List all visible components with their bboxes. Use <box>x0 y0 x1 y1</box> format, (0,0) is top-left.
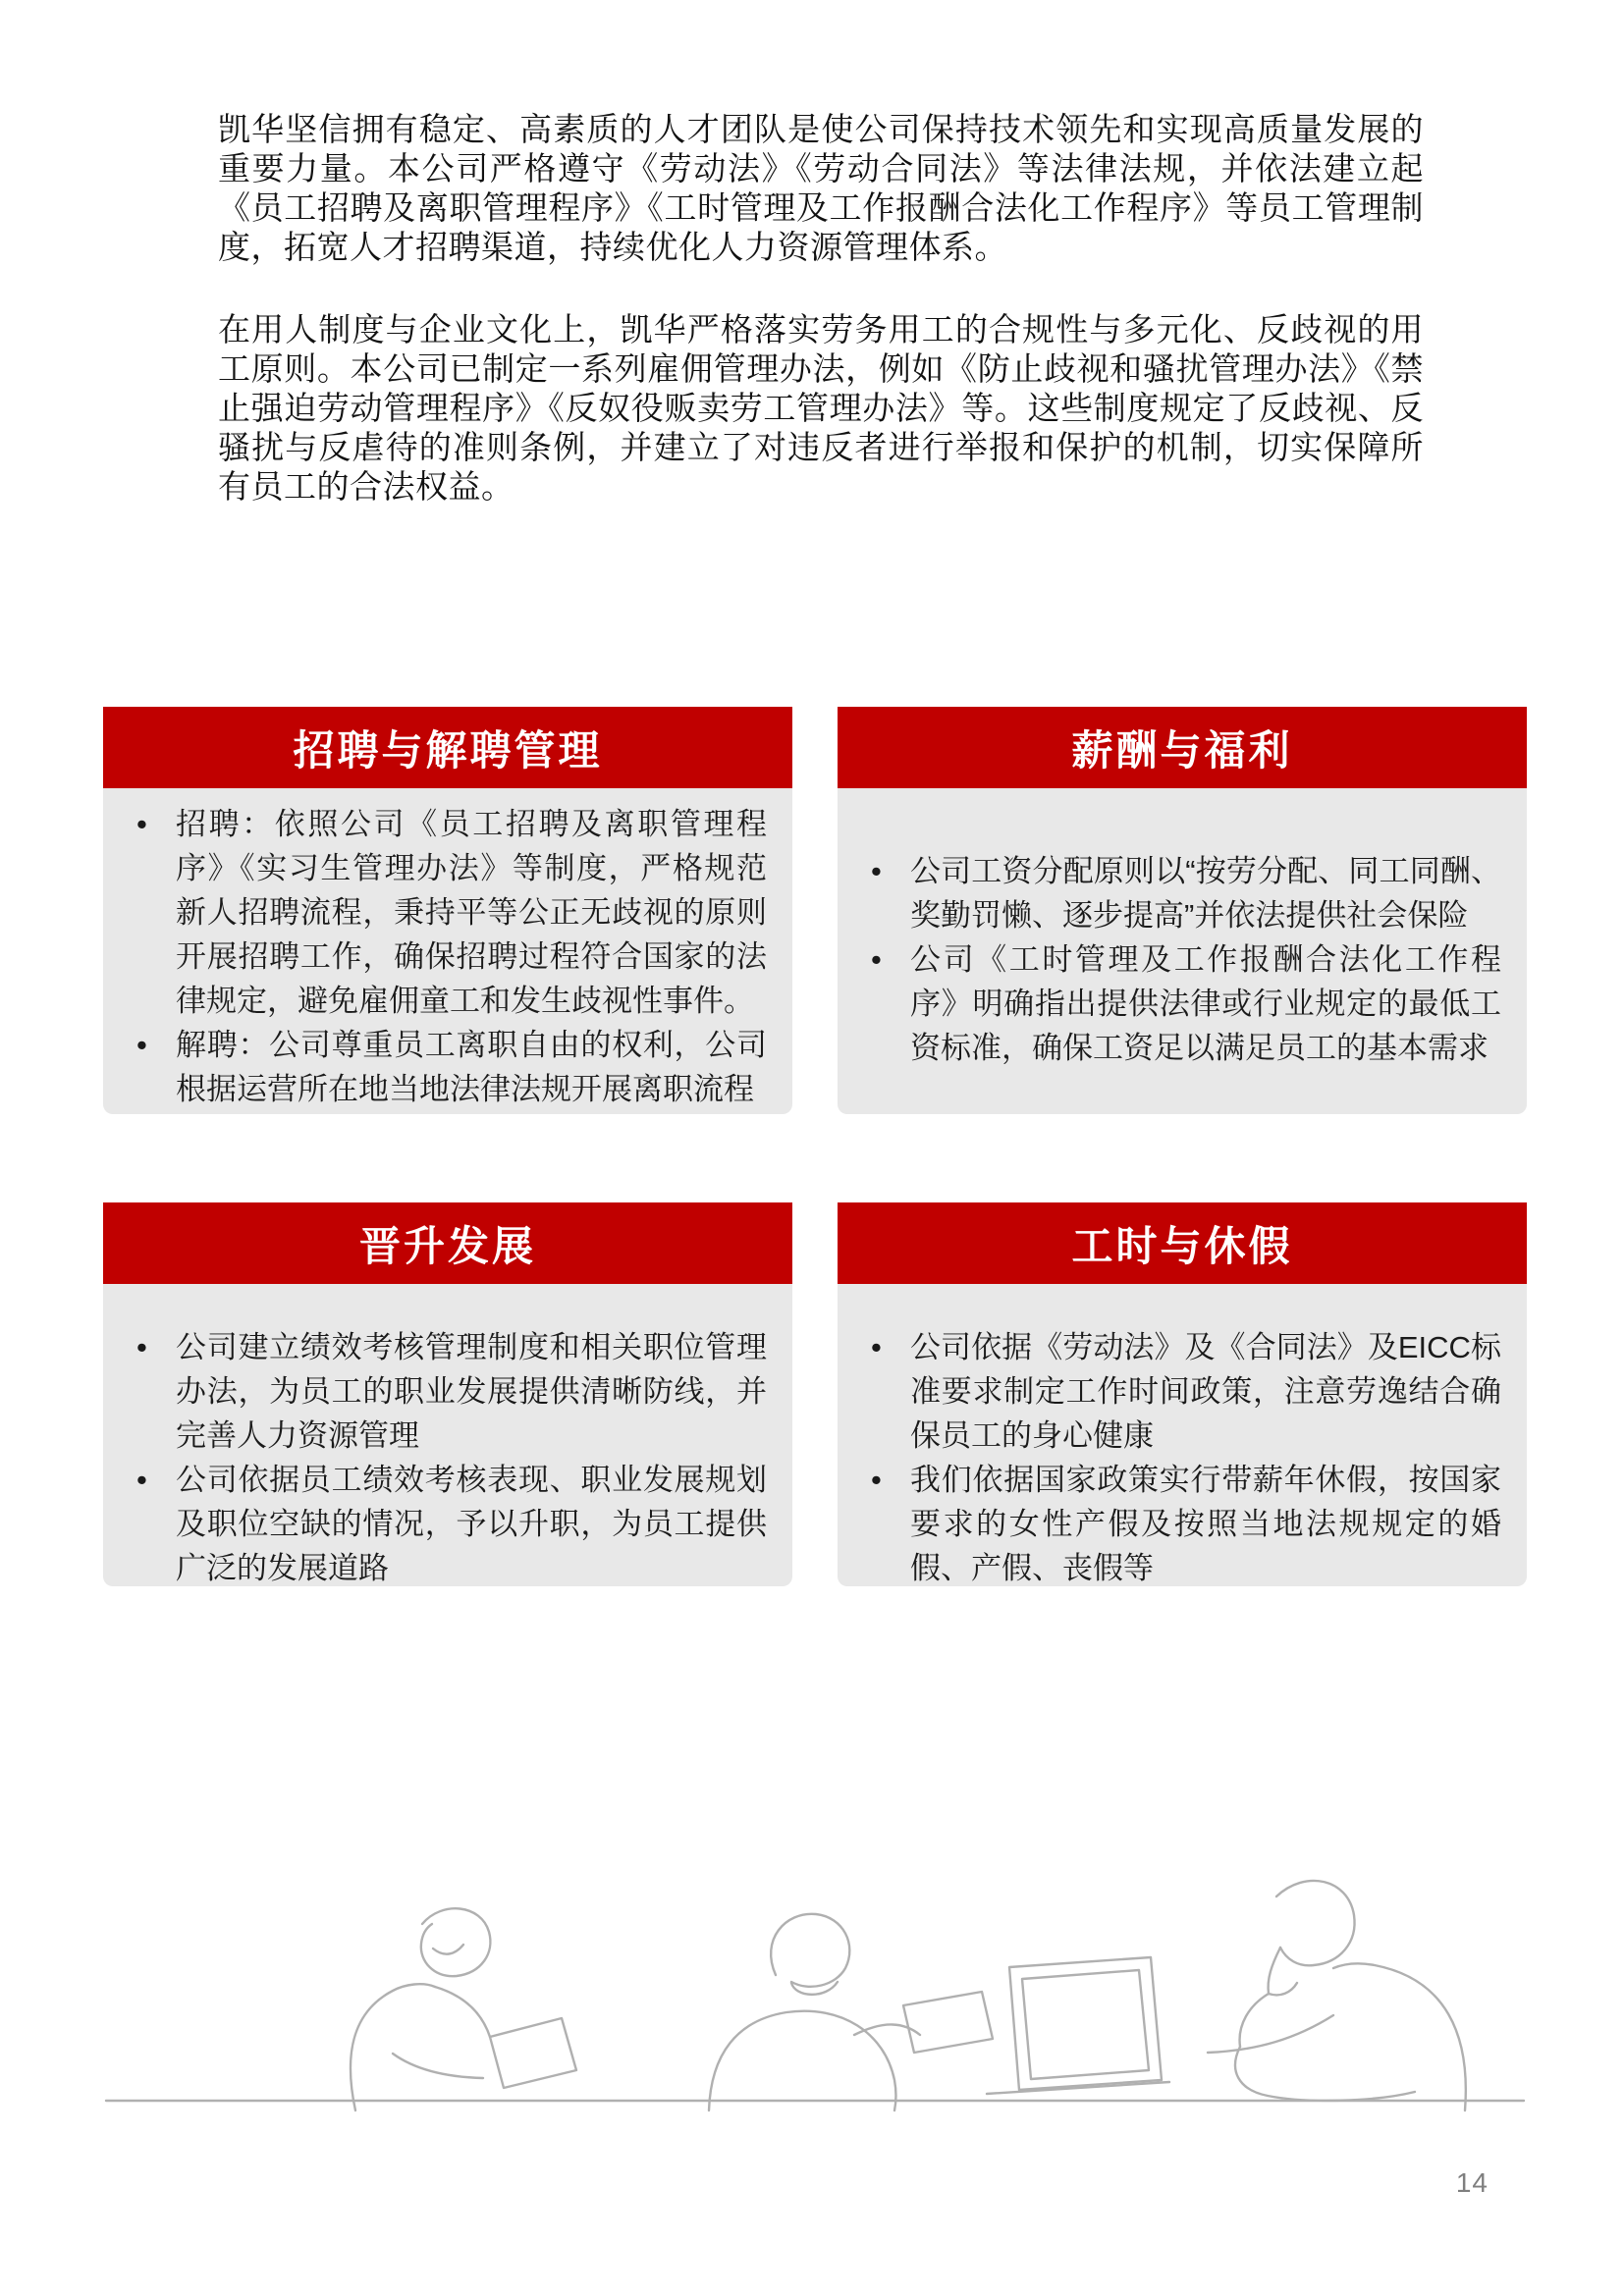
bullet-item: • 招聘：依照公司《员工招聘及离职管理程序》《实习生管理办法》等制度，严格规范新人招聘流程，秉持平等公正无歧视的原则开展招聘工作，确保招聘过程符合国家的法律规定，避免雇佣童工和发生歧视性事件。 <box>131 802 767 1023</box>
card-compensation-benefits <box>838 707 1527 1114</box>
bullet-item: • 公司依据员工绩效考核表现、职业发展规划及职位空缺的情况，予以升职，为员工提供广泛的发展道路 <box>131 1458 767 1586</box>
card-body-recruitment-dismissal <box>103 788 792 1114</box>
bullet-list <box>131 1325 767 1586</box>
card-body-compensation-benefits <box>838 788 1527 1114</box>
people-meeting-line-drawing-icon <box>98 1853 1532 2116</box>
policy-cards-grid <box>103 707 1527 1586</box>
card-title-compensation-benefits: 薪酬与福利 <box>838 707 1527 788</box>
bullet-list <box>131 802 767 1111</box>
bullet-item: • 公司依据《劳动法》及《合同法》及EICC标准要求制定工作时间政策，注意劳逸结合确保员工的身心健康 <box>865 1325 1501 1458</box>
bullet-list <box>865 849 1501 1070</box>
card-body-working-hours-leave <box>838 1284 1527 1586</box>
bullet-item: • 公司建立绩效考核管理制度和相关职位管理办法，为员工的职业发展提供清晰防线，并完善人力资源管理 <box>131 1325 767 1458</box>
card-body-promotion-development <box>103 1284 792 1586</box>
intro-section <box>218 110 1424 550</box>
card-title-recruitment-dismissal: 招聘与解聘管理 <box>103 707 792 788</box>
card-working-hours-leave <box>838 1202 1527 1586</box>
card-recruitment-dismissal <box>103 707 792 1114</box>
card-promotion-development <box>103 1202 792 1586</box>
bullet-item: • 解聘：公司尊重员工离职自由的权利，公司根据运营所在地当地法律法规开展离职流程 <box>131 1023 767 1111</box>
bullet-item: • 我们依据国家政策实行带薪年休假，按国家要求的女性产假及按照当地法规规定的婚假、产假、丧假等 <box>865 1458 1501 1586</box>
card-title-promotion-development: 晋升发展 <box>103 1202 792 1284</box>
intro-paragraph-1: 凯华坚信拥有稳定、高素质的人才团队是使公司保持技术领先和实现高质量发展的重要力量。本公司严格遵守《劳动法》《劳动合同法》等法律法规，并依法建立起《员工招聘及离职管理程序》《工时管理及工作报酬合法化工作程序》等员工管理制度，拓宽人才招聘渠道，持续优化人力资源管理体系。 <box>218 111 1424 265</box>
bullet-item: • 公司工资分配原则以“按劳分配、同工同酬、奖勤罚懒、逐步提高”并依法提供社会保险 <box>865 849 1501 937</box>
bullet-item: • 公司《工时管理及工作报酬合法化工作程序》明确指出提供法律或行业规定的最低工资标准，确保工资足以满足员工的基本需求 <box>865 937 1501 1070</box>
bullet-list <box>865 1325 1501 1586</box>
page-number: 14 <box>1455 2167 1489 2198</box>
meeting-line-art-illustration <box>98 1853 1532 2116</box>
intro-paragraph-2: 在用人制度与企业文化上，凯华严格落实劳务用工的合规性与多元化、反歧视的用工原则。本公司已制定一系列雇佣管理办法，例如《防止歧视和骚扰管理办法》《禁止强迫劳动管理程序》《反奴役贩卖劳工管理办法》等。这些制度规定了反歧视、反骚扰与反虐待的准则条例，并建立了对违反者进行举报和保护的机制，切实保障所有员工的合法权益。 <box>218 311 1424 505</box>
card-title-working-hours-leave: 工时与休假 <box>838 1202 1527 1284</box>
